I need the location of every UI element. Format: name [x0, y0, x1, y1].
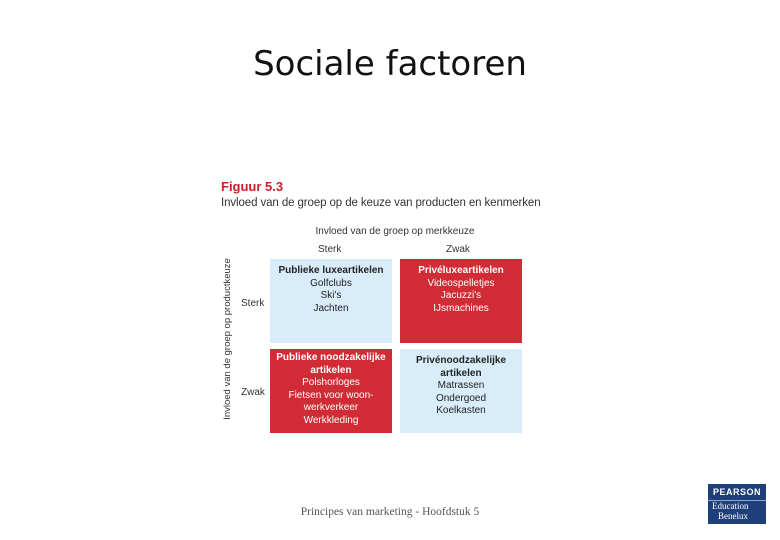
cell-item: IJsmachines — [433, 302, 489, 314]
cell-item: Polshorloges — [302, 377, 360, 388]
figure-caption: Invloed van de groep op de keuze van producten en kenmerken — [221, 197, 541, 209]
cell-item: Koelkasten — [436, 405, 486, 416]
cell-item: Videospelletjes — [427, 277, 495, 289]
column-header-sterk: Sterk — [318, 244, 342, 255]
row-header-sterk: Sterk — [241, 298, 265, 309]
slide-title: Sociale factoren — [253, 44, 527, 84]
matrix-cell-private-luxury — [400, 259, 522, 343]
row-axis-title: Invloed van de groep op productkeuze — [222, 258, 233, 420]
slide-footer: Principes van marketing - Hoofdstuk 5 — [300, 506, 480, 518]
cell-title: Publieke noodzakelijke artikelen — [276, 352, 386, 376]
cell-item: Fietsen voor woon-werkverkeer — [288, 389, 374, 413]
cell-title: Privéluxeartikelen — [418, 265, 504, 276]
column-header-zwak: Zwak — [446, 244, 470, 255]
logo-line-1: Education — [712, 501, 749, 511]
cell-item: Ski's — [320, 290, 342, 301]
cell-item: Ondergoed — [435, 392, 487, 404]
logo-line-2: Benelux — [718, 511, 748, 521]
matrix-cell-public-luxury — [270, 259, 392, 343]
cell-title: Publieke luxeartikelen — [278, 265, 384, 276]
column-axis-title: Invloed van de groep op merkkeuze — [315, 226, 475, 237]
matrix-cell-public-necessity — [270, 349, 392, 433]
row-header-zwak: Zwak — [241, 387, 265, 398]
cell-item: Matrassen — [437, 380, 485, 391]
logo-brand: PEARSON — [708, 484, 766, 501]
pearson-logo — [708, 484, 766, 524]
cell-item: Jachten — [313, 302, 349, 314]
cell-item: Golfclubs — [310, 277, 352, 289]
cell-item: Werkkleding — [303, 414, 359, 426]
cell-item: Jacuzzi's — [440, 290, 482, 301]
figure-label: Figuur 5.3 — [221, 179, 284, 194]
matrix-cell-private-necessity — [400, 349, 522, 433]
cell-title: Privénoodzakelijke artikelen — [415, 355, 507, 379]
